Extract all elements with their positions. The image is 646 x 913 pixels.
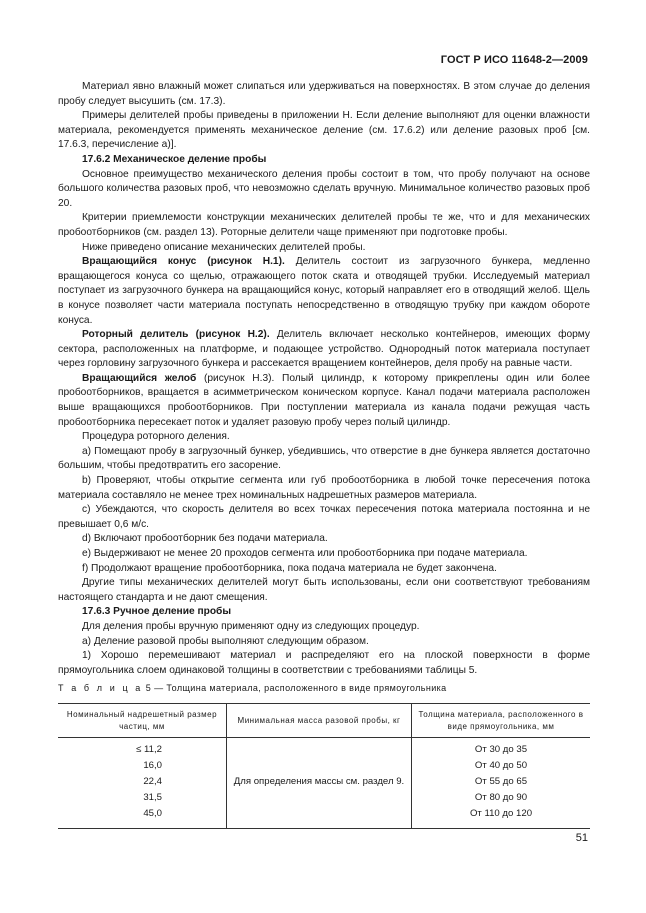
paragraph-text: Делитель включает несколько контейнеров, имеющих форму сектора, расположенных на платформе, и подающее устройство. Однородный поток материала поступает через горловину загрузочного бункера и рассекается вращением контейнеров, деля пробу на равные части. xyxy=(58,329,591,370)
list-item: a) Помещают пробу в загрузочный бункер, убедившись, что отверстие в дне бункера является достаточно большим, чтобы предотвратить его засорение. xyxy=(58,445,590,472)
paragraph-rotating-cone xyxy=(58,255,590,328)
section-heading: 17.6.3 Ручное деление пробы xyxy=(82,606,232,618)
table-header-row xyxy=(58,704,590,738)
thickness-value: От 40 до 50 xyxy=(474,760,528,771)
table-caption-text: 5 — Толщина материала, расположенного в виде прямоугольника xyxy=(142,683,447,693)
thickness-cell xyxy=(412,738,591,829)
list-item: d) Включают пробоотборник без подачи материала. xyxy=(82,533,328,545)
list-item: c) Убеждаются, что скорость делителя во всех точках пересечения потока материала постоянна и не превышает 0,6 м/с. xyxy=(58,504,590,530)
list-item: a) Деление разовой пробы выполняют следующим образом. xyxy=(82,635,369,647)
paragraph-text: (рисунок Н.3). Полый цилиндр, к которому прикреплены один или более пробоотборников, вращается в асимметрическом коническом корпусе. Канал подачи материала расположен выше вращающихся пробоотборников. При поступлении материала из канала подачи режущая часть пробоотборника пересекает поток и удаляет разовую пробу через полый цилиндр. xyxy=(58,372,590,428)
paragraph: Критерии приемлемости конструкции механических делителей пробы те же, что и для механических пробоотборников (см. раздел 13). Роторные делители чаще применяют при подготовке пробы. xyxy=(58,212,590,238)
thickness-value: От 80 до 90 xyxy=(474,792,528,803)
size-value: 31,5 xyxy=(143,792,162,803)
column-header-thickness: Толщина материала, расположенного в виде прямоугольника, мм xyxy=(412,704,591,738)
paragraph-text: Делитель состоит из загрузочного бункера, медленно вращающегося конуса со щелью, отражающего поток ската и отводящей трубки. Исследуемый материал поступает из загрузочного бункера на вращающийся конус, который направляет его в отводящий желоб. Щель в конусе позволяет части материала поступать непосредственно в отводящую трубку при каждом обороте конуса. xyxy=(58,256,590,326)
paragraph: Примеры делителей пробы приведены в приложении Н. Если деление выполняют для оценки влажности материала, рекомендуется применять механическое деление (см. 17.6.2) или деление разовых проб [см. 17.6.3, перечисление а)]. xyxy=(58,110,590,151)
column-header-mass: Минимальная масса разовой пробы, кг xyxy=(227,704,412,738)
document-code: ГОСТ Р ИСО 11648-2—2009 xyxy=(440,54,588,66)
mass-cell: Для определения массы см. раздел 9. xyxy=(227,738,412,829)
paragraph: Другие типы механических делителей могут быть использованы, если они соответствуют требованиям настоящего стандарта и не дают смещения. xyxy=(58,577,590,603)
column-header-size: Номинальный надрешетный размер частиц, мм xyxy=(58,704,227,738)
thickness-value: От 30 до 35 xyxy=(474,744,528,755)
size-value: 16,0 xyxy=(143,760,162,771)
bold-lead: Роторный делитель (рисунок Н.2). xyxy=(82,329,270,341)
paragraph: Для деления пробы вручную применяют одну из следующих процедур. xyxy=(82,620,420,632)
size-value: 45,0 xyxy=(143,808,162,819)
paragraph: Основное преимущество механического деления пробы состоит в том, что пробу получают на основе большого количества разовых проб, что невозможно сделать вручную. Минимальное количество разовых проб 20. xyxy=(58,168,590,209)
main-text xyxy=(58,80,590,678)
size-value: ≤ 11,2 xyxy=(136,744,162,755)
size-value: 22,4 xyxy=(143,776,162,787)
paragraph-rotary-divider xyxy=(58,328,590,372)
list-item: f) Продолжают вращение пробоотборника, пока подача материала не будет закончена. xyxy=(82,562,497,574)
list-item: b) Проверяют, чтобы открытие сегмента или губ пробоотборника в любой точке пересечения потока материала составляло не менее трех номинальных надрешетных размеров материала. xyxy=(58,475,590,501)
paragraph: Процедура роторного деления. xyxy=(82,431,230,443)
bold-lead: Вращающийся конус (рисунок Н.1). xyxy=(82,256,285,268)
list-item: e) Выдерживают не менее 20 проходов сегмента или пробоотборника при подаче материала. xyxy=(82,548,528,559)
thickness-value: От 55 до 65 xyxy=(474,776,528,787)
thickness-value: От 110 до 120 xyxy=(469,808,533,819)
size-cell xyxy=(58,738,227,829)
page-number: 51 xyxy=(575,832,588,844)
bold-lead: Вращающийся желоб xyxy=(82,372,197,384)
paragraph: Ниже приведено описание механических делителей пробы. xyxy=(82,241,366,253)
paragraph: Материал явно влажный может слипаться или удерживаться на поверхностях. В этом случае до деления пробу следует высушить (см. 17.3). xyxy=(58,81,590,107)
table-caption xyxy=(58,683,590,693)
table-caption-label: Т а б л и ц а xyxy=(58,683,143,693)
paragraph-rotating-chute xyxy=(58,372,590,430)
table-row xyxy=(58,738,590,829)
table-5 xyxy=(58,703,590,829)
list-item: 1) Хорошо перемешивают материал и распределяют его на плоской поверхности в форме прямоугольника слоем одинаковой толщины в соответствии с требованиями таблицы 5. xyxy=(58,650,590,676)
section-heading: 17.6.2 Механическое деление пробы xyxy=(82,153,267,165)
